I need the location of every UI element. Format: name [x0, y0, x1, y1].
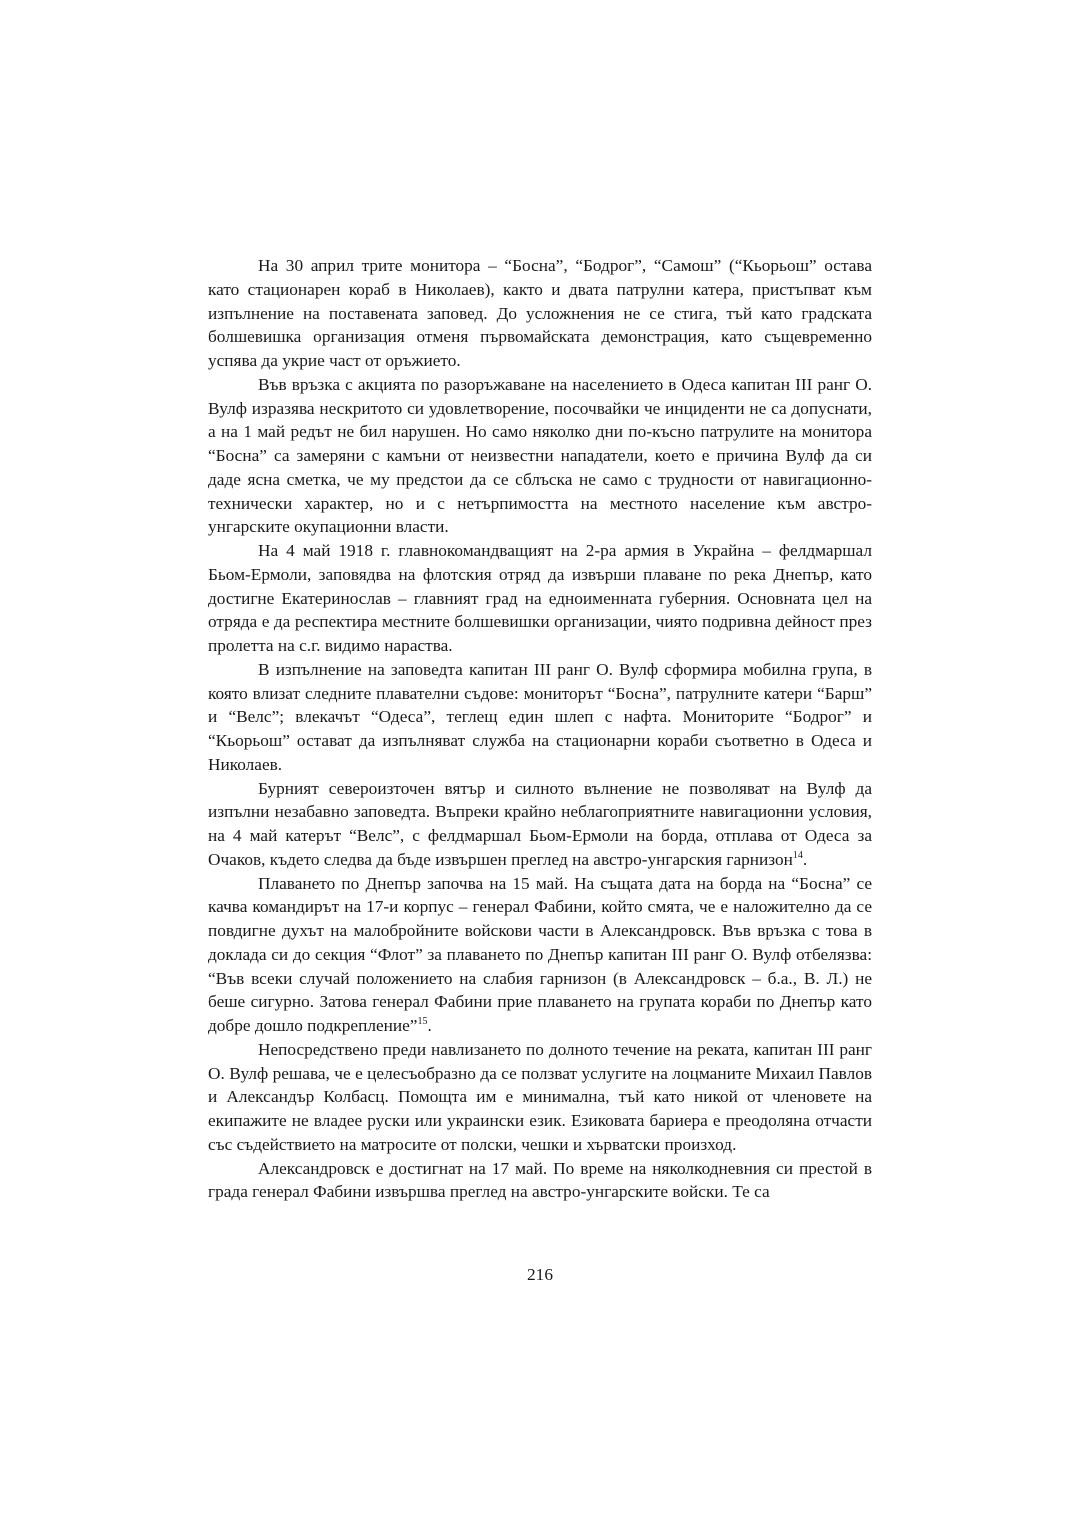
- paragraph-3: [208, 539, 872, 658]
- paragraph-4-text: В изпълнение на заповедта капитан III ранг О. Вулф сформира мобилна група, в която влизат следните плавателни съдове: мониторът “Босна”, патрулните катери “Барш” и “Велс”; влекачът “Одеса”, теглещ един шлеп с нафта. Мониторите “Бодрог” и “Кьорьош” остават да изпълняват служба на стационарни кораби съответно в Одеса и Николаев.: [208, 659, 872, 774]
- body-text: [208, 254, 872, 1204]
- page-number: 216: [527, 1265, 553, 1284]
- paragraph-7-text: Непосредствено преди навлизането по долното течение на реката, капитан III ранг О. Вулф решава, че е целесъобразно да се ползват услугите на лоцманите Михаил Павлов и Александър Колбасц. Помощта им е минимална, тъй като никой от членовете на екипажите не владее руски или украински език. Езиковата бариера е преодоляна отчасти със съдействието на матросите от полски, чешки и хърватски произход.: [208, 1039, 872, 1154]
- paragraph-1: [208, 254, 872, 373]
- paragraph-6-text: Плаването по Днепър започва на 15 май. На същата дата на борда на “Босна” се качва командирът на 17-и корпус – генерал Фабини, който смята, че е наложително да се повдигне духът на малобройните войскови части в Александровск. Във връзка с това в доклада си до секция “Флот” за плаването по Днепър капитан III ранг О. Вулф отбелязва: “Във всеки случай положението на слабия гарнизон (в Александровск – б.а., В. Л.) не беше сигурно. Затова генерал Фабини прие плаването на групата кораби по Днепър като добре дошло подкрепление”: [208, 873, 872, 1035]
- paragraph-8-text: Александровск е достигнат на 17 май. По време на няколкодневния си престой в града генерал Фабини извършва преглед на австро-унгарските войски. Те са: [208, 1158, 872, 1202]
- footnote-ref-15[interactable]: 15: [417, 1016, 428, 1028]
- paragraph-2: [208, 373, 872, 539]
- paragraph-5: [208, 777, 872, 872]
- paragraph-6-end: .: [427, 1016, 432, 1035]
- paragraph-3-text: На 4 май 1918 г. главнокомандващият на 2-ра армия в Украйна – фелдмаршал Бьом-Ермоли, заповядва на флотския отряд да извърши плаване по река Днепър, като достигне Екатеринослав – главният град на едноименната губерния. Основната цел на отряда е да респектира местните болшевишки организации, чиято подривна дейност през пролетта на с.г. видимо нараства.: [208, 541, 872, 655]
- paragraph-1-text: На 30 април трите монитора – “Босна”, “Бодрог”, “Самош” (“Кьорьош” остава като стационарен кораб в Николаев), както и двата патрулни катера, пристъпват към изпълнение на поставената заповед. До усложнения не се стига, тъй като градската болшевишка организация отменя първомайската демонстрация, като същевременно успява да укрие част от оръжието.: [208, 256, 872, 370]
- paragraph-7: [208, 1038, 872, 1157]
- paragraph-4: [208, 658, 872, 777]
- paragraph-8: [208, 1157, 872, 1205]
- paragraph-5-end: .: [802, 849, 808, 869]
- paragraph-5-text: Бурният североизточен вятър и силното вълнение не позволяват на Вулф да изпълни незабавно заповедта. Въпреки крайно неблагоприятните навигационни условия, на 4 май катерът “Велс”, с фелдмаршал Бьом-Ермоли на борда, отплава от Одеса за Очаков, където следва да бъде извършен преглед на австро-унгарския гарнизон: [208, 778, 872, 869]
- paragraph-6: [208, 872, 872, 1038]
- footnote-ref-14[interactable]: 14: [792, 849, 803, 861]
- paragraph-2-text: Във връзка с акцията по разоръжаване на населението в Одеса капитан III ранг О. Вулф изразява нескритото си удовлетворение, посочвайки че инциденти не са допуснати, а на 1 май редът не бил нарушен. Но само няколко дни по-късно патрулите на монитора “Босна” са замеряни с камъни от неизвестни нападатели, което е причина Вулф да си даде ясна сметка, че му предстои да се сблъска не само с трудности от навигационно-технически характер, но и с нетърпимостта на местното население към австро-унгарските окупационни власти.: [208, 374, 872, 537]
